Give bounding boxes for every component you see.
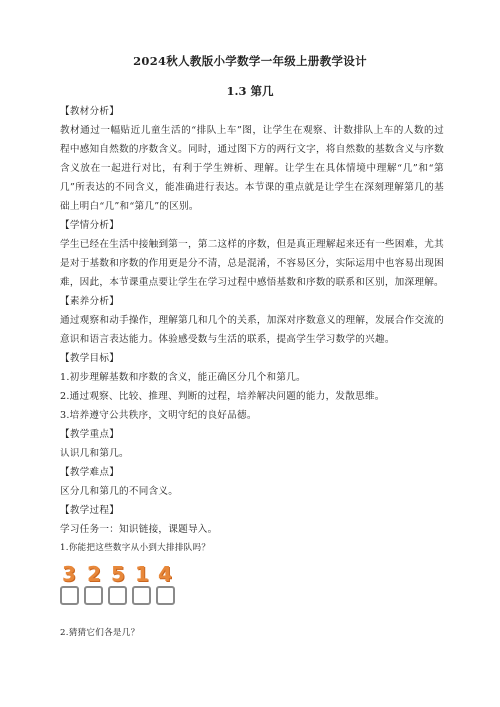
number-card: 1 — [135, 562, 150, 586]
task-title: 学习任务一：知识链接，课题导入。 — [60, 524, 218, 535]
answer-box — [132, 586, 151, 605]
document-body — [60, 102, 444, 643]
section-heading-process: 【教学过程】 — [60, 505, 120, 516]
goal-item: 1.初步理解基数和序数的含义，能正确区分几个和第几。 — [60, 372, 306, 383]
number-card: 3 — [62, 562, 77, 586]
answer-box — [60, 586, 79, 605]
difficulty-paragraph: 区分几和第几的不同含义。 — [60, 486, 179, 497]
section-heading-analysis: 【教材分析】 — [60, 106, 120, 117]
goal-item: 3.培养遵守公共秩序，文明守纪的良好品德。 — [60, 410, 257, 421]
literacy-paragraph: 通过观察和动手操作，理解第几和几个的关系，加深对序数意义的理解，发展合作交流的意识和语言表达能力。体验感受数与生活的联系，提高学生学习数学的兴趣。 — [60, 315, 444, 345]
section-heading-literacy: 【素养分析】 — [60, 296, 120, 307]
answer-box — [156, 586, 175, 605]
goal-item: 2.通过观察、比较、推理、判断的过程，培养解决问题的能力，发散思维。 — [60, 391, 385, 402]
number-card: 4 — [158, 562, 173, 586]
document-title: 2024秋人教版小学数学一年级上册教学设计 — [133, 54, 367, 68]
answer-box — [84, 586, 103, 605]
question-2: 2.猜猜它们各是几？ — [60, 628, 140, 638]
section-heading-student: 【学情分析】 — [60, 220, 120, 231]
question-1: 1.你能把这些数字从小到大排排队吗？ — [60, 543, 211, 553]
section-heading-goals: 【教学目标】 — [60, 353, 120, 364]
analysis-paragraph: 教材通过一幅贴近儿童生活的“排队上车”图，让学生在观察、计数排队上车的人数的过程中感知自然数的序数含义。同时，通过图下方的两行文字，将自然数的基数含义与序数含义放在一起进行对比，有利于学生辨析、理解。让学生在具体情境中理解“几”和“第几”所表达的不同含义，能准确进行表达。本节课的重点就是让学生在深刻理解第几的基础上明白“几”和“第几”的区别。 — [60, 125, 444, 212]
section-heading-key: 【教学重点】 — [60, 429, 120, 440]
number-card: 2 — [87, 562, 102, 586]
answer-box — [108, 586, 127, 605]
section-heading-difficulty: 【教学难点】 — [60, 467, 120, 478]
key-paragraph: 认识几和第几。 — [60, 448, 129, 459]
number-card: 5 — [111, 562, 126, 586]
number-ordering-figure — [60, 560, 444, 622]
lesson-title: 1.3 第几 — [226, 84, 274, 98]
student-paragraph: 学生已经在生活中接触到第一，第二这样的序数，但是真正理解起来还有一些困难，尤其是对于基数和序数的作用更是分不清，总是混淆，不容易区分，实际运用中也容易出现困难，因此，本节课重点要让学生在学习过程中感悟基数和序数的联系和区别，加深理解。 — [60, 239, 444, 288]
